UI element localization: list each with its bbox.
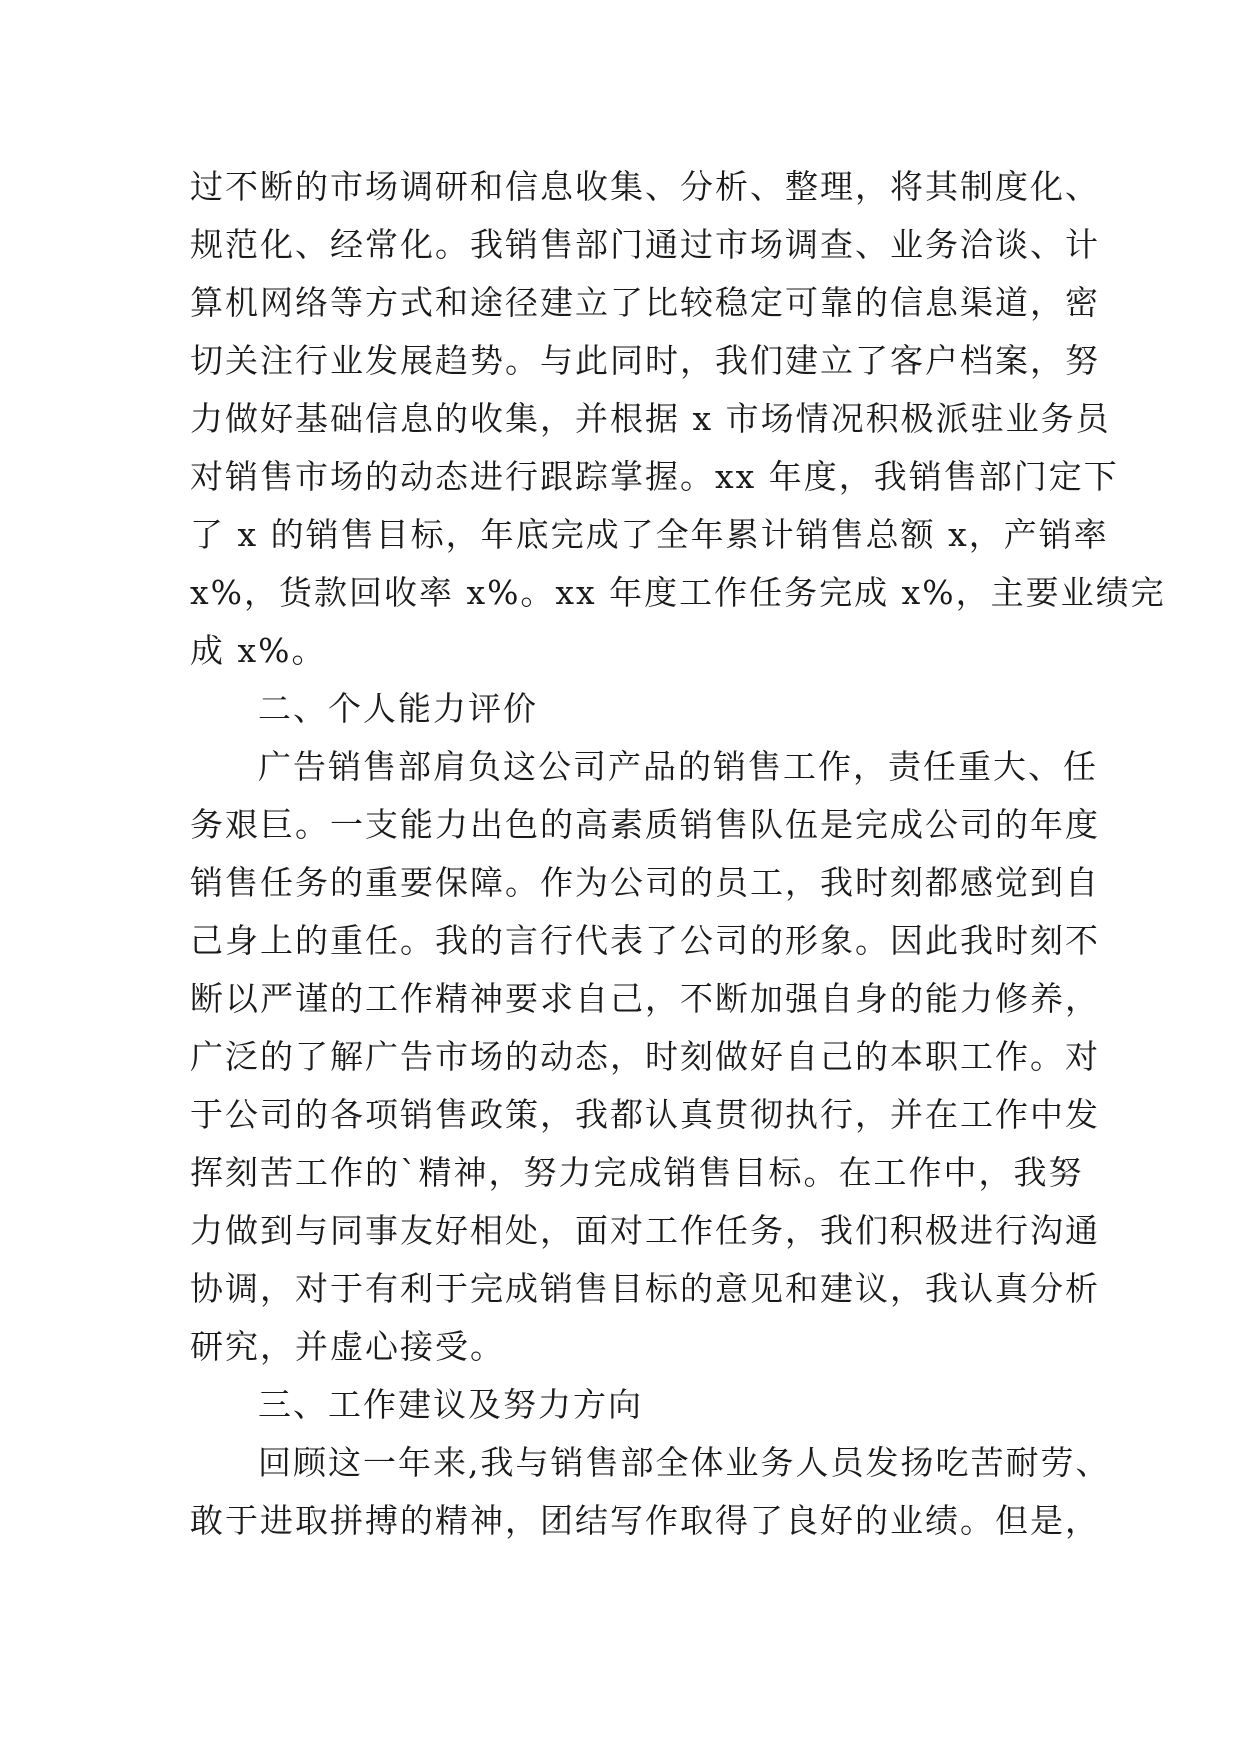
paragraph-first-line: 回顾这一年来,我与销售部全体业务人员发扬吃苦耐劳、 xyxy=(258,1443,1111,1482)
body-line: 切关注行业发展趋势。与此同时，我们建立了客户档案，努 xyxy=(190,341,1100,380)
body-line: 广泛的了解广告市场的动态，时刻做好自己的本职工作。对 xyxy=(190,1037,1100,1076)
body-line: 算机网络等方式和途径建立了比较稳定可靠的信息渠道，密 xyxy=(190,283,1100,322)
section-heading: 三、工作建议及努力方向 xyxy=(258,1385,643,1424)
body-line: 规范化、经常化。我销售部门通过市场调查、业务洽谈、计 xyxy=(190,225,1100,264)
body-line: 协调，对于有利于完成销售目标的意见和建议，我认真分析 xyxy=(190,1269,1100,1308)
body-line: 对销售市场的动态进行跟踪掌握。xx 年度，我销售部门定下 xyxy=(190,457,1119,496)
body-line: 己身上的重任。我的言行代表了公司的形象。因此我时刻不 xyxy=(190,921,1100,960)
body-line: 断以严谨的工作精神要求自己，不断加强自身的能力修养， xyxy=(190,979,1100,1018)
body-line: 务艰巨。一支能力出色的高素质销售队伍是完成公司的年度 xyxy=(190,805,1100,844)
body-line: 于公司的各项销售政策，我都认真贯彻执行，并在工作中发 xyxy=(190,1095,1100,1134)
body-line: 力做到与同事友好相处，面对工作任务，我们积极进行沟通 xyxy=(190,1211,1100,1250)
body-line: x%，货款回收率 x%。xx 年度工作任务完成 x%，主要业绩完 xyxy=(190,573,1166,612)
body-line: 销售任务的重要保障。作为公司的员工，我时刻都感觉到自 xyxy=(190,863,1100,902)
body-line: 敢于进取拼搏的精神，团结写作取得了良好的业绩。但是， xyxy=(190,1501,1100,1540)
body-line: 成 x%。 xyxy=(190,631,327,670)
body-line: 力做好基础信息的收集，并根据 x 市场情况积极派驻业务员 xyxy=(190,399,1111,438)
section-heading: 二、个人能力评价 xyxy=(258,689,538,728)
paragraph-first-line: 广告销售部肩负这公司产品的销售工作，责任重大、任 xyxy=(258,747,1098,786)
body-line: 研究，并虚心接受。 xyxy=(190,1327,505,1366)
body-line: 了 x 的销售目标，年底完成了全年累计销售总额 x，产销率 xyxy=(190,515,1109,554)
body-line: 过不断的市场调研和信息收集、分析、整理，将其制度化、 xyxy=(190,167,1100,206)
document-body xyxy=(190,158,1166,1550)
body-line: 挥刻苦工作的`精神，努力完成销售目标。在工作中，我努 xyxy=(190,1153,1084,1192)
